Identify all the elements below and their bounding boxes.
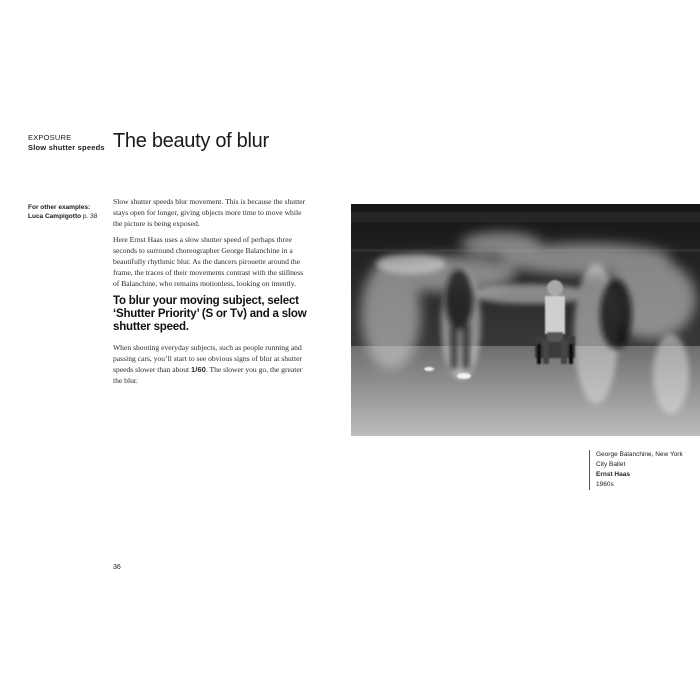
- section-label: [28, 133, 105, 153]
- body-paragraph-2: Here Ernst Haas uses a slow shutter speed of perhaps three seconds to surround choreographer George Balanchine in a beautifully rhythmic blur. As the dancers pirouette around the frame, the traces of their movements contrast with the stillness of Balanchine, who remains motionless, looking on intently.: [113, 235, 304, 288]
- body-paragraph-1: Slow shutter speeds blur movement. This is because the shutter stays open for longer, giving objects more time to move while the picture is being exposed.: [113, 197, 306, 228]
- page-number: 36: [113, 564, 121, 571]
- cross-reference: [28, 203, 108, 221]
- body-paragraph-3: [113, 342, 310, 386]
- paragraph-3-start: When shooting everyday subjects, such as people running and passing cars, you’ll start to see obvious signs of blur at shutter speeds slower than about: [113, 343, 302, 374]
- section-name: EXPOSURE: [28, 133, 72, 142]
- body-text: [113, 196, 310, 391]
- cross-reference-page: p. 38: [81, 213, 98, 220]
- photo-caption: [589, 450, 696, 490]
- shutter-speed-value: 1/60: [191, 365, 206, 374]
- page-title: The beauty of blur: [113, 130, 269, 152]
- caption-line-1: George Balanchine, New York: [596, 451, 683, 458]
- cross-reference-item: [28, 212, 108, 221]
- caption-year: 1960s: [596, 481, 614, 488]
- caption-photographer: Ernst Haas: [596, 471, 630, 478]
- cross-reference-name: Luca Campigotto: [28, 213, 82, 220]
- tip-callout: To blur your moving subject, select ‘Shutter Priority’ (S or Tv) and a slow shutter speed.: [113, 295, 307, 333]
- paragraph-3-end: . The slower you go, the greater the blur.: [113, 365, 303, 385]
- caption-line-2: City Ballet: [596, 461, 626, 468]
- section-subtitle: Slow shutter speeds: [28, 143, 105, 152]
- cross-reference-heading: For other examples:: [28, 204, 91, 211]
- dance-photograph: [351, 204, 700, 436]
